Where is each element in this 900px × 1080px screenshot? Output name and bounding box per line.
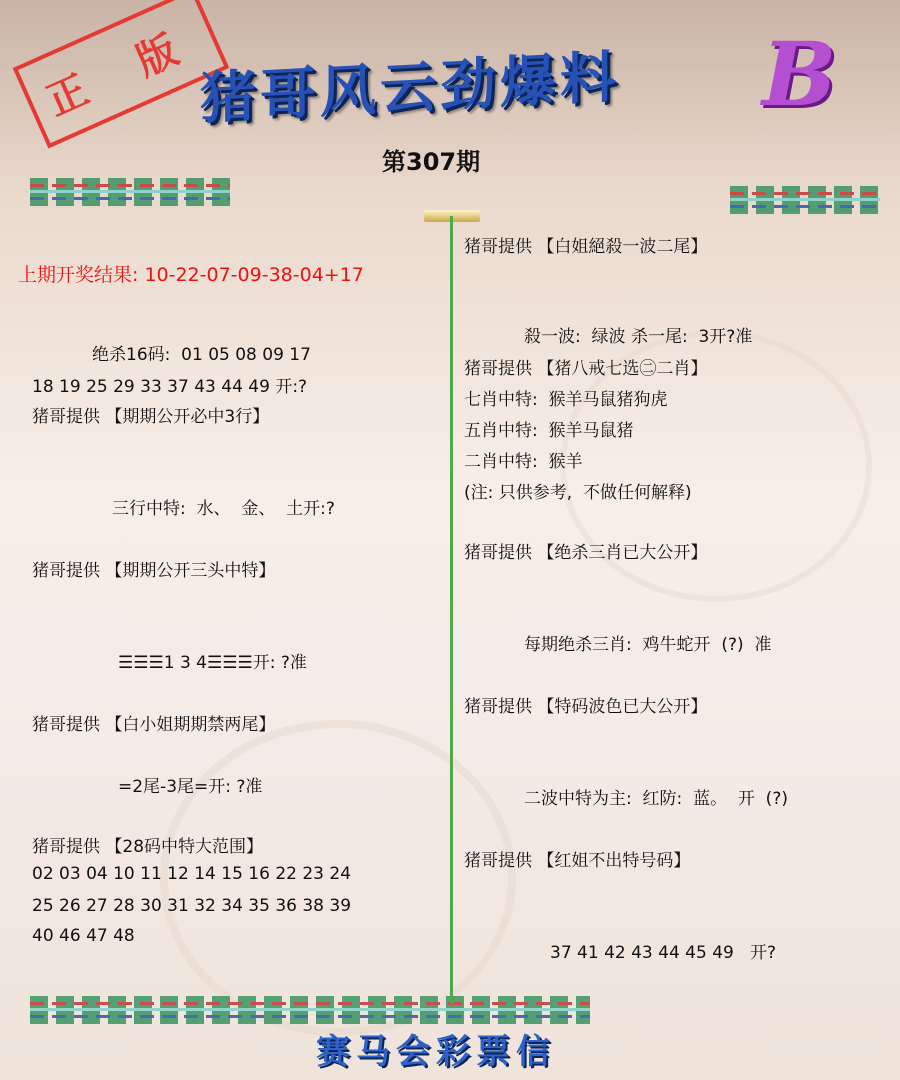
zodiac-line: 七肖中特: 猴羊马鼠猪狗虎 — [464, 390, 668, 410]
section-answer: 每期绝杀三肖: 鸡牛蛇开 (?) 准 — [524, 635, 772, 655]
disclaimer-note: (注: 只供参考, 不做任何解释) — [464, 483, 692, 503]
section-answer: =2尾-3尾=开: ?准 — [118, 777, 263, 797]
section-header: 猪哥提供 【28码中特大范围】 — [32, 837, 264, 857]
section-header: 猪哥提供 【期期公开三头中特】 — [32, 561, 276, 581]
section-header: 猪哥提供 【白小姐期期禁两尾】 — [32, 715, 276, 735]
zodiac-line: 五肖中特: 猴羊马鼠猪 — [464, 421, 634, 441]
kill16-line: 绝杀16码: 01 05 08 09 17 — [92, 345, 311, 365]
decorative-dashes — [30, 178, 230, 206]
section-header: 猪哥提供 【特码波色已大公开】 — [464, 697, 708, 717]
last-draw-result: 上期开奖结果: 10-22-07-09-38-04+17 — [18, 264, 364, 286]
number-row: 40 46 47 48 — [32, 926, 135, 946]
section-answer: 二波中特为主: 红防: 蓝。 开 (?) — [524, 789, 788, 809]
authentic-stamp: 正 版 — [13, 0, 230, 148]
section-answer: 37 41 42 43 44 45 49 开? — [550, 943, 777, 963]
section-header: 猪哥提供 【绝杀三肖已大公开】 — [464, 543, 708, 563]
number-row: 25 26 27 28 30 31 32 34 35 36 38 39 — [32, 896, 352, 916]
section-answer: 三行中特: 水、 金、 土开:? — [112, 499, 335, 519]
section-answer: ☰☰☰1 3 4☰☰☰开: ?准 — [118, 653, 307, 673]
footer-brand: 赛马会彩票信 — [316, 1032, 556, 1072]
section-header: 猪哥提供 【红姐不出特号码】 — [464, 851, 691, 871]
section-header: 猪哥提供 【猪八戒七选㊁二肖】 — [464, 359, 708, 379]
section-answer: 殺一波: 绿波 杀一尾: 3开?准 — [524, 327, 753, 347]
decorative-dashes — [730, 186, 880, 214]
decorative-dashes — [30, 996, 590, 1024]
edition-badge: B — [762, 22, 837, 126]
number-row: 02 03 04 10 11 12 14 15 16 22 23 24 — [32, 864, 352, 884]
page-title: 猪哥风云劲爆料 — [200, 43, 620, 133]
column-divider — [450, 216, 453, 1004]
section-header: 猪哥提供 【期期公开必中3行】 — [32, 407, 270, 427]
section-header: 猪哥提供 【白姐絕殺一波二尾】 — [464, 237, 708, 257]
kill16-line: 18 19 25 29 33 37 43 44 49 开:? — [32, 377, 308, 397]
zodiac-line: 二肖中特: 猴羊 — [464, 452, 583, 472]
issue-number: 第307期 — [382, 148, 481, 176]
